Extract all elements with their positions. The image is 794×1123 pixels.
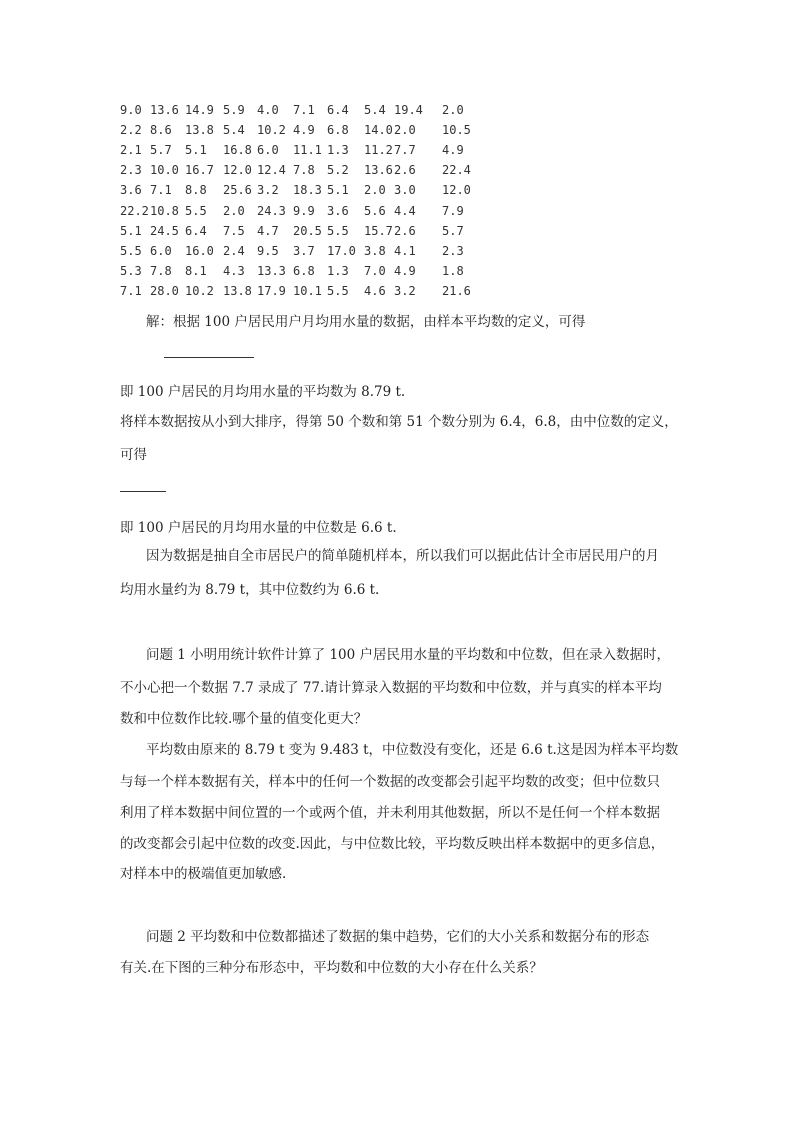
answer-1-line-4: 的改变都会引起中位数的改变.因此，与中位数比较，平均数反映出样本数据中的更多信息，	[120, 836, 665, 852]
data-cell: 14.9	[185, 103, 214, 118]
data-cell: 13.6	[150, 103, 179, 118]
data-cell: 10.2	[185, 283, 214, 298]
data-cell: 1.8	[442, 263, 464, 278]
data-cell: 5.6	[364, 203, 386, 218]
data-cell: 9.5	[257, 243, 279, 258]
question-2-line-1: 问题 2 平均数和中位数都描述了数据的集中趋势，它们的大小关系和数据分布的形态	[146, 929, 650, 945]
data-cell: 22.4	[442, 163, 471, 178]
data-cell: 25.6	[223, 183, 252, 198]
question-1-line-1: 问题 1 小明用统计软件计算了 100 户居民用水量的平均数和中位数，但在录入数据时，	[146, 647, 671, 663]
data-cell: 2.4	[223, 243, 245, 258]
data-cell: 2.0	[442, 103, 464, 118]
data-row	[120, 140, 477, 160]
data-cell: 7.8	[150, 263, 172, 278]
data-cell: 17.9	[257, 283, 286, 298]
data-cell: 6.8	[293, 263, 315, 278]
data-cell: 8.1	[185, 263, 207, 278]
data-cell: 24.3	[257, 203, 286, 218]
data-cell: 2.3	[120, 163, 142, 178]
data-cell: 19.4	[394, 103, 423, 118]
data-cell: 4.9	[442, 143, 464, 158]
data-cell: 3.7	[293, 243, 315, 258]
data-cell: 4.6	[364, 283, 386, 298]
question-1-line-3: 数和中位数作比较.哪个量的值变化更大？	[120, 711, 368, 727]
data-cell: 13.6	[364, 163, 393, 178]
data-cell: 10.5	[442, 123, 471, 138]
data-cell: 5.5	[327, 223, 349, 238]
data-cell: 9.0	[120, 103, 142, 118]
data-cell: 7.5	[223, 223, 245, 238]
data-cell: 22.2	[120, 203, 149, 218]
data-cell: 5.2	[327, 163, 349, 178]
data-cell: 13.8	[185, 123, 214, 138]
data-cell: 12.0	[442, 183, 471, 198]
data-cell: 7.1	[120, 283, 142, 298]
data-table	[120, 100, 477, 301]
data-cell: 3.8	[364, 243, 386, 258]
data-cell: 2.2	[120, 123, 142, 138]
data-cell: 10.1	[293, 283, 322, 298]
data-row	[120, 281, 477, 301]
data-cell: 8.6	[150, 123, 172, 138]
data-cell: 3.2	[394, 283, 416, 298]
data-cell: 11.1	[293, 143, 322, 158]
data-cell: 2.3	[442, 243, 464, 258]
mean-result-text: 即 100 户居民的月均用水量的平均数为 8.79 t.	[120, 384, 406, 400]
data-cell: 6.8	[327, 123, 349, 138]
formula-placeholder-median	[120, 491, 166, 492]
data-cell: 5.9	[223, 103, 245, 118]
solution-text: 解：根据 100 户居民用户月均用水量的数据，由样本平均数的定义，可得	[146, 314, 586, 330]
data-cell: 4.4	[394, 203, 416, 218]
data-cell: 7.7	[394, 143, 416, 158]
data-cell: 15.7	[364, 223, 393, 238]
data-cell: 16.7	[185, 163, 214, 178]
data-cell: 5.1	[185, 143, 207, 158]
data-cell: 5.4	[223, 123, 245, 138]
data-cell: 13.3	[257, 263, 286, 278]
data-cell: 13.8	[223, 283, 252, 298]
data-cell: 5.5	[327, 283, 349, 298]
data-cell: 3.2	[257, 183, 279, 198]
data-row	[120, 160, 477, 180]
data-cell: 4.9	[293, 123, 315, 138]
data-cell: 6.0	[150, 243, 172, 258]
data-cell: 1.3	[327, 263, 349, 278]
data-cell: 10.8	[150, 203, 179, 218]
formula-placeholder-mean	[164, 357, 254, 358]
data-cell: 5.7	[150, 143, 172, 158]
median-result-text: 即 100 户居民的月均用水量的中位数是 6.6 t.	[120, 520, 397, 536]
data-cell: 17.0	[327, 243, 356, 258]
answer-1-line-5: 对样本中的极端值更加敏感.	[120, 866, 287, 882]
data-row	[120, 261, 477, 281]
question-1-line-2: 不小心把一个数据 7.7 录成了 77.请计算录入数据的平均数和中位数，并与真实的样本平均	[120, 680, 662, 696]
data-cell: 11.2	[364, 143, 393, 158]
data-cell: 8.8	[185, 183, 207, 198]
data-cell: 2.1	[120, 143, 142, 158]
data-cell: 4.0	[257, 103, 279, 118]
sort-text-line-1: 将样本数据按从小到大排序，得第 50 个数和第 51 个数分别为 6.4，6.8，由中位数的定义，	[120, 414, 678, 430]
data-cell: 5.5	[120, 243, 142, 258]
data-cell: 12.4	[257, 163, 286, 178]
data-cell: 9.9	[293, 203, 315, 218]
data-cell: 24.5	[150, 223, 179, 238]
data-cell: 5.4	[364, 103, 386, 118]
answer-1-line-2: 与每一个样本数据有关，样本中的任何一个数据的改变都会引起平均数的改变；但中位数只	[120, 774, 660, 790]
data-cell: 4.9	[394, 263, 416, 278]
data-cell: 2.6	[394, 223, 416, 238]
data-cell: 4.3	[223, 263, 245, 278]
data-cell: 4.7	[257, 223, 279, 238]
data-cell: 2.0	[394, 123, 416, 138]
estimate-text-line-2: 均用水量约为 8.79 t，其中位数约为 6.6 t.	[120, 582, 380, 598]
data-cell: 14.0	[364, 123, 393, 138]
data-cell: 16.0	[185, 243, 214, 258]
data-cell: 6.4	[185, 223, 207, 238]
data-cell: 7.0	[364, 263, 386, 278]
data-cell: 18.3	[293, 183, 322, 198]
data-cell: 6.4	[327, 103, 349, 118]
data-row	[120, 120, 477, 140]
estimate-text-line-1: 因为数据是抽自全市居民户的简单随机样本，所以我们可以据此估计全市居民用户的月	[146, 548, 659, 564]
data-cell: 16.8	[223, 143, 252, 158]
data-cell: 20.5	[293, 223, 322, 238]
data-cell: 5.3	[120, 263, 142, 278]
answer-1-line-3: 利用了样本数据中间位置的一个或两个值，并未利用其他数据，所以不是任何一个样本数据	[120, 805, 660, 821]
data-cell: 1.3	[327, 143, 349, 158]
data-cell: 5.5	[185, 203, 207, 218]
data-cell: 10.2	[257, 123, 286, 138]
data-cell: 2.0	[364, 183, 386, 198]
data-cell: 5.7	[442, 223, 464, 238]
data-cell: 3.0	[394, 183, 416, 198]
sort-text-line-2: 可得	[120, 447, 147, 463]
data-cell: 7.1	[150, 183, 172, 198]
data-cell: 7.9	[442, 203, 464, 218]
data-cell: 10.0	[150, 163, 179, 178]
data-cell: 5.1	[327, 183, 349, 198]
data-cell: 21.6	[442, 283, 471, 298]
question-2-line-2: 有关.在下图的三种分布形态中，平均数和中位数的大小存在什么关系？	[120, 960, 543, 976]
data-cell: 12.0	[223, 163, 252, 178]
data-cell: 2.6	[394, 163, 416, 178]
data-cell: 3.6	[327, 203, 349, 218]
data-cell: 28.0	[150, 283, 179, 298]
data-cell: 2.0	[223, 203, 245, 218]
data-cell: 4.1	[394, 243, 416, 258]
data-row	[120, 221, 477, 241]
data-cell: 3.6	[120, 183, 142, 198]
data-cell: 7.8	[293, 163, 315, 178]
data-row	[120, 100, 477, 120]
data-row	[120, 200, 477, 220]
data-cell: 7.1	[293, 103, 315, 118]
answer-1-line-1: 平均数由原来的 8.79 t 变为 9.483 t，中位数没有变化，还是 6.6 t.这是因为样本平均数	[146, 742, 679, 758]
data-cell: 5.1	[120, 223, 142, 238]
data-row	[120, 241, 477, 261]
data-cell: 6.0	[257, 143, 279, 158]
data-row	[120, 180, 477, 200]
